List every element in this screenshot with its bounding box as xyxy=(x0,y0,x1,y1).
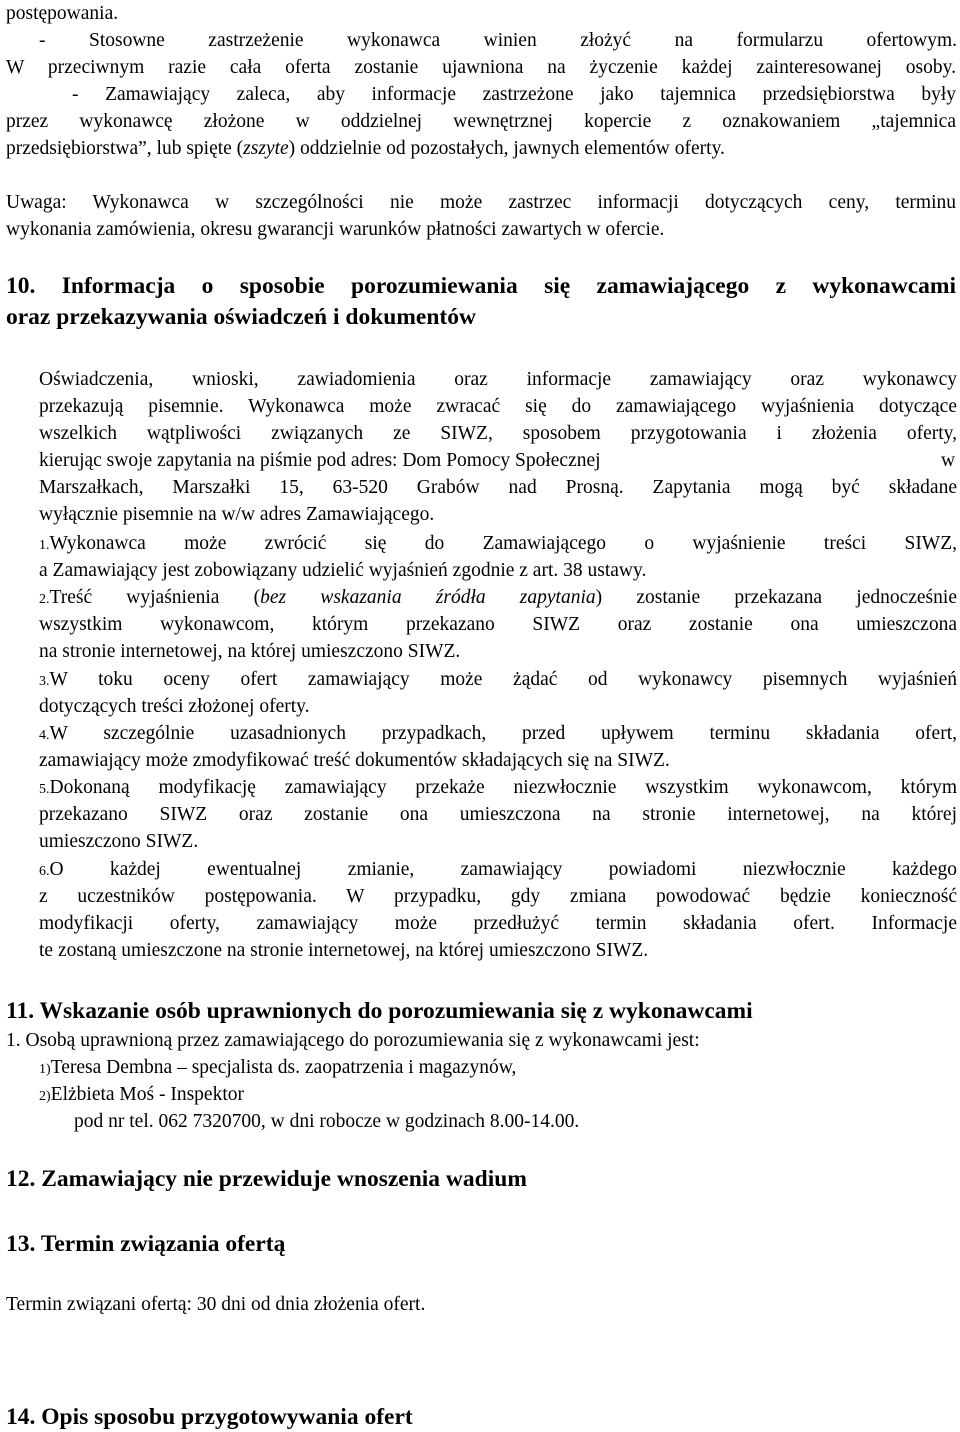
s10-para-line: przekazują pisemnie. Wykonawca może zwracać się do zamawiającego wyjaśnienia dotyczące xyxy=(39,396,957,417)
section-13-heading: 13. Termin związania ofertą xyxy=(6,1231,286,1257)
s11-person-1 xyxy=(39,1054,516,1084)
item-number: 2) xyxy=(39,1089,51,1104)
s10-item-2 xyxy=(39,584,957,614)
intro-text: ) oddzielnie od pozostałych, jawnych elementów oferty. xyxy=(288,138,725,159)
item-text: Wykonawca może zwrócić się do Zamawiającego o wyjaśnienie treści SIWZ, xyxy=(49,533,957,554)
s10-para-word: w xyxy=(941,450,956,471)
s10-item-1 xyxy=(39,530,957,560)
s10-item-2-cont: wszystkim wykonawcom, którym przekazano SIWZ oraz zostanie ona umieszczona xyxy=(39,614,957,635)
uwaga-line-2: wykonania zamówienia, okresu gwarancji warunków płatności zawartych w ofercie. xyxy=(6,219,665,240)
intro-line-3: W przeciwnym razie cała oferta zostanie ujawniona na życzenie każdej zainteresowanej osoby. xyxy=(6,57,956,78)
item-number: 1. xyxy=(39,538,50,553)
item-text: Treść wyjaśnienia ( xyxy=(49,587,261,608)
section-14-heading: 14. Opis sposobu przygotowywania ofert xyxy=(6,1404,413,1430)
s10-item-5 xyxy=(39,774,957,804)
s10-item-3 xyxy=(39,666,957,696)
s10-item-6 xyxy=(39,856,957,886)
intro-line-6 xyxy=(6,135,725,163)
intro-line-5: przez wykonawcę złożone w oddzielnej wewnętrznej kopercie z oznakowaniem „tajemnica xyxy=(6,111,956,132)
intro-line-1: postępowania. xyxy=(6,3,119,24)
item-number: 4. xyxy=(39,728,50,743)
s10-item-5-cont: umieszczono SIWZ. xyxy=(39,831,199,852)
item-text: O każdej ewentualnej zmianie, zamawiający powiadomi niezwłocznie każdego xyxy=(49,859,957,880)
item-number: 1) xyxy=(39,1062,51,1077)
item-text: ) zostanie przekazana jednocześnie xyxy=(595,587,957,608)
intro-text: przedsiębiorstwa”, lub spięte ( xyxy=(6,138,244,159)
item-text: W toku oceny ofert zamawiający może żądać od wykonawcy pisemnych wyjaśnień xyxy=(49,669,957,690)
s11-phone: pod nr tel. 062 7320700, w dni robocze w godzinach 8.00-14.00. xyxy=(74,1111,580,1132)
s10-para-line: Marszałkach, Marszałki 15, 63-520 Grabów nad Prosną. Zapytania mogą być składane xyxy=(39,477,957,498)
s10-item-2-cont: na stronie internetowej, na której umieszczono SIWZ. xyxy=(39,641,461,662)
section-10-heading-cont: oraz przekazywania oświadczeń i dokumentów xyxy=(6,304,476,330)
s10-item-4 xyxy=(39,720,957,750)
section-10-heading: 10. Informacja o sposobie porozumiewania się zamawiającego z wykonawcami xyxy=(6,273,956,299)
s10-item-5-cont: przekazano SIWZ oraz zostanie ona umieszczona na stronie internetowej, na której xyxy=(39,804,957,825)
s10-item-4-cont: zamawiający może zmodyfikować treść dokumentów składających się na SIWZ. xyxy=(39,750,670,771)
intro-italic: zszyte xyxy=(243,138,289,159)
s10-item-6-cont: modyfikacji oferty, zamawiający może przedłużyć termin składania ofert. Informacje xyxy=(39,913,957,934)
s10-para-line: wszelkich wątpliwości związanych ze SIWZ, sposobem przygotowania i złożenia oferty, xyxy=(39,423,957,444)
item-number: 5. xyxy=(39,782,50,797)
item-italic: bez wskazania źródła zapytania xyxy=(260,587,596,608)
s10-item-6-cont: z uczestników postępowania. W przypadku, gdy zmiana powodować będzie konieczność xyxy=(39,886,957,907)
s10-item-1-cont: a Zamawiający jest zobowiązany udzielić wyjaśnień zgodnie z art. 38 ustawy. xyxy=(39,560,647,581)
s10-item-6-cont: te zostaną umieszczone na stronie internetowej, na której umieszczono SIWZ. xyxy=(39,940,649,961)
item-text: Teresa Dembna – specjalista ds. zaopatrzenia i magazynów, xyxy=(50,1057,517,1078)
s11-line: 1. Osobą uprawnioną przez zamawiającego do porozumiewania się z wykonawcami jest: xyxy=(6,1030,700,1051)
s10-para-line: kierując swoje zapytania na piśmie pod adres: Dom Pomocy Społecznej xyxy=(39,450,601,471)
intro-line-2: - Stosowne zastrzeżenie wykonawca winien złożyć na formularzu ofertowym. xyxy=(39,30,957,51)
item-number: 3. xyxy=(39,674,50,689)
item-number: 2. xyxy=(39,592,50,607)
uwaga-line-1: Uwaga: Wykonawca w szczególności nie może zastrzec informacji dotyczących ceny, terminu xyxy=(6,192,956,213)
item-number: 6. xyxy=(39,864,50,879)
s10-para-line: Oświadczenia, wnioski, zawiadomienia oraz informacje zamawiający oraz wykonawcy xyxy=(39,369,957,390)
s10-para-line: wyłącznie pisemnie na w/w adres Zamawiającego. xyxy=(39,504,435,525)
s11-person-2 xyxy=(39,1081,244,1111)
section-12-heading: 12. Zamawiający nie przewiduje wnoszenia wadium xyxy=(6,1166,527,1192)
s10-item-3-cont: dotyczących treści złożonej oferty. xyxy=(39,696,310,717)
intro-line-4: - Zamawiający zaleca, aby informacje zastrzeżone jako tajemnica przedsiębiorstwa były xyxy=(72,84,956,105)
item-text: Dokonaną modyfikację zamawiający przekaże niezwłocznie wszystkim wykonawcom, którym xyxy=(49,777,957,798)
item-text: W szczególnie uzasadnionych przypadkach, przed upływem terminu składania ofert, xyxy=(49,723,957,744)
section-11-heading: 11. Wskazanie osób uprawnionych do porozumiewania się z wykonawcami xyxy=(6,998,753,1024)
s13-text: Termin związani ofertą: 30 dni od dnia złożenia ofert. xyxy=(6,1294,426,1315)
item-text: Elżbieta Moś - Inspektor xyxy=(50,1084,244,1105)
